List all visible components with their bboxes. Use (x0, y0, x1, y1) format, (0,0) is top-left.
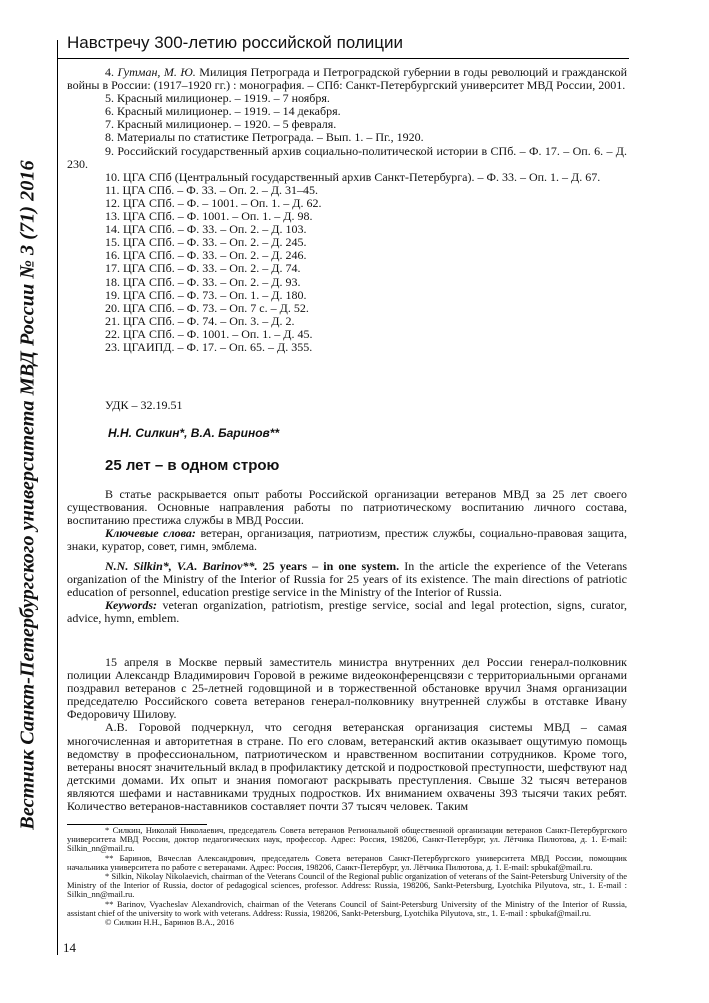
reference-item: 22. ЦГА СПб. – Ф. 1001. – Оп. 1. – Д. 45. (105, 326, 313, 341)
abstract-en-text: N.N. Silkin*, V.A. Barinov**. 25 years – in one system. In the article the experience of the Veterans organization of the Ministry of the Interior of Russia for 25 years of its existence. The main directions of patriotic education of personnel, education prestige service in the Ministry of the Interior of Russia. (67, 559, 627, 600)
abstract-ru-text: В статье раскрывается опыт работы Российской организации ветеранов МВД за 25 лет своего существования. Основные направления работы по патриотическому воспитанию личного состава, воспитанию престижа службы в МВД России. (67, 487, 627, 528)
reference-item: 23. ЦГАИПД. – Ф. 17. – Оп. 65. – Д. 355. (105, 339, 313, 354)
reference-item: 15. ЦГА СПб. – Ф. 33. – Оп. 2. – Д. 245. (105, 235, 307, 250)
article-title: 25 лет – в одном строю (105, 457, 280, 474)
reference-item: 17. ЦГА СПб. – Ф. 33. – Оп. 2. – Д. 74. (105, 261, 301, 276)
reference-item: 12. ЦГА СПб. – Ф. – 1001. – Оп. 1. – Д. 62. (105, 195, 322, 210)
udk-code: УДК – 32.19.51 (105, 398, 183, 412)
keywords-en-label: Keywords: (105, 598, 157, 613)
reference-item: 7. Красный милиционер. – 1920. – 5 февраля. (105, 117, 337, 132)
reference-item: 19. ЦГА СПб. – Ф. 73. – Оп. 1. – Д. 180. (105, 287, 307, 302)
keywords-ru-text: ветеран, организация, патриотизм, престиж службы, социально-правовая защита, знаки, куратор, совет, гимн, эмблема. (67, 526, 627, 554)
reference-item: 4. Гутман, М. Ю. Милиция Петрограда и Петроградской губернии в годы революций и гражданской войны в России: (1917–1920 гг.) : монография. – СПб: Санкт-Петербургский университет МВД России, 2001. (67, 65, 627, 93)
keywords-en-text: veteran organization, patriotism, prestige service, social and legal protection, signs, curator, advice, hymn, emblem. (67, 598, 627, 626)
journal-sidebar (8, 130, 48, 860)
reference-item: 21. ЦГА СПб. – Ф. 74. – Оп. 3. – Д. 2. (105, 313, 295, 328)
reference-item: 20. ЦГА СПб. – Ф. 73. – Оп. 7 с. – Д. 52. (105, 300, 309, 315)
running-header: Навстречу 300-летию российской полиции (67, 33, 404, 52)
body-paragraph: 15 апреля в Москве первый заместитель министра внутренних дел России генерал-полковник полиции Александр Владимирович Горовой в режиме видеоконференцсвязи с территориальными органами поздравил ветеранов с 25-летней годовщиной и в торжественной обстановке вручил Знамя организации председателю Российского совета ветеранов генерал-полковнику внутренней службы в отставке Ивану Федоровичу Шилову. (67, 655, 627, 722)
footnote: ** Barinov, Vyacheslav Alexandrovich, chairman of the Veterans Council of Saint-Petersburg University of the Ministry of the Interior of Russia, assistant chief of the university to work with veterans. Address: Russia, 198206, Sankt-Petersburg, Lyotchika Pilyutova, str., 1. E-mail : spbukaf@mail.ru. (67, 898, 627, 918)
keywords-en (67, 599, 627, 625)
reference-item: 5. Красный милиционер. – 1919. – 7 ноября. (105, 91, 330, 106)
article-body (67, 656, 627, 813)
keywords-ru (67, 527, 627, 553)
reference-item: 16. ЦГА СПб. – Ф. 33. – Оп. 2. – Д. 246. (105, 248, 307, 263)
journal-title-vertical: Вестник Санкт-Петербургского университета МВД России № 3 (71) 2016 (16, 160, 39, 830)
abstract-en (67, 560, 627, 625)
abstract-en-title: 25 years – in one system. (257, 559, 400, 573)
body-paragraph: А.В. Горовой подчеркнул, что сегодня ветеранская организация системы МВД – самая многочисленная и авторитетная в стране. По его словам, ветеранский актив оказывает ощутимую помощь ведомству в профессиональном, патриотическом и нравственном воспитании сотрудников. Кроме того, ветераны вносят значительный вклад в профилактику детской и подростковой преступности, шефствуют над детскими домами. Их опыт и знания помогают раскрывать преступления. Свыше 32 тысяч ветеранов являются шефами и наставниками трудных подростков. Их вниманием охвачены 393 тысячи таких ребят. Количество ветеранов-наставников составляет почти 37 тысяч человек. Таким (67, 720, 627, 814)
reference-item: 10. ЦГА СПб (Центральный государственный архив Санкт-Петербурга). – Ф. 33. – Оп. 1. – Д. 67. (105, 169, 601, 184)
keywords-ru-label: Ключевые слова: (105, 526, 196, 541)
footnote: ** Баринов, Вячеслав Александрович, председатель Совета ветеранов Санкт-Петербургского университета МВД России, помощник начальника университета по работе с ветеранами. Адрес: Россия, 198206, Санкт-Петербург, ул. Лётчика Пилютова, д. 1. E-mail: spbukaf@mail.ru. (67, 852, 627, 872)
vertical-rule (57, 40, 58, 955)
header-rule (57, 58, 629, 59)
copyright: © Силкин Н.Н., Баринов В.А., 2016 (105, 917, 234, 928)
reference-list (67, 66, 627, 354)
reference-item: 11. ЦГА СПб. – Ф. 33. – Оп. 2. – Д. 31–45. (105, 182, 319, 197)
footnote: * Силкин, Николай Николаевич, председатель Совета ветеранов Региональной общественной организации ветеранов Санкт-Петербургского университета МВД России, доктор педагогических наук, профессор. Адрес: Россия, 198206, Санкт-Петербург, ул. Лётчика Пилютова, д. 1. E-mail: Silkin_nn@mail.ru. (67, 825, 627, 854)
reference-item: 18. ЦГА СПб. – Ф. 33. – Оп. 2. – Д. 93. (105, 274, 301, 289)
reference-item: 9. Российский государственный архив социально-политической истории в СПб. – Ф. 17. – Оп. 6. – Д. 230. (67, 143, 627, 171)
reference-item: 8. Материалы по статистике Петрограда. – Вып. 1. – Пг., 1920. (105, 130, 424, 145)
abstract-ru (67, 488, 627, 553)
reference-item: 6. Красный милиционер. – 1919. – 14 декабря. (105, 104, 341, 119)
footnote: * Silkin, Nikolay Nikolaevich, chairman of the Veterans Council of the Regional public organization of veterans of the Saint-Petersburg University of the Ministry of the Interior of Russia, doctor of pedagogical sciences, professor. Address: Russia, 198206, Sankt-Petersburg, Lyotchika Pilyutova, str., 1. E-mail : Silkin_nn@mail.ru. (67, 871, 627, 900)
footnotes (67, 826, 627, 927)
article-authors: Н.Н. Силкин*, В.А. Баринов** (108, 426, 280, 440)
reference-item: 14. ЦГА СПб. – Ф. 33. – Оп. 2. – Д. 103. (105, 222, 307, 237)
abstract-en-authors: N.N. Silkin*, V.A. Barinov**. (105, 559, 258, 573)
page-number: 14 (63, 940, 76, 955)
reference-item: 13. ЦГА СПб. – Ф. 1001. – Оп. 1. – Д. 98. (105, 209, 313, 224)
